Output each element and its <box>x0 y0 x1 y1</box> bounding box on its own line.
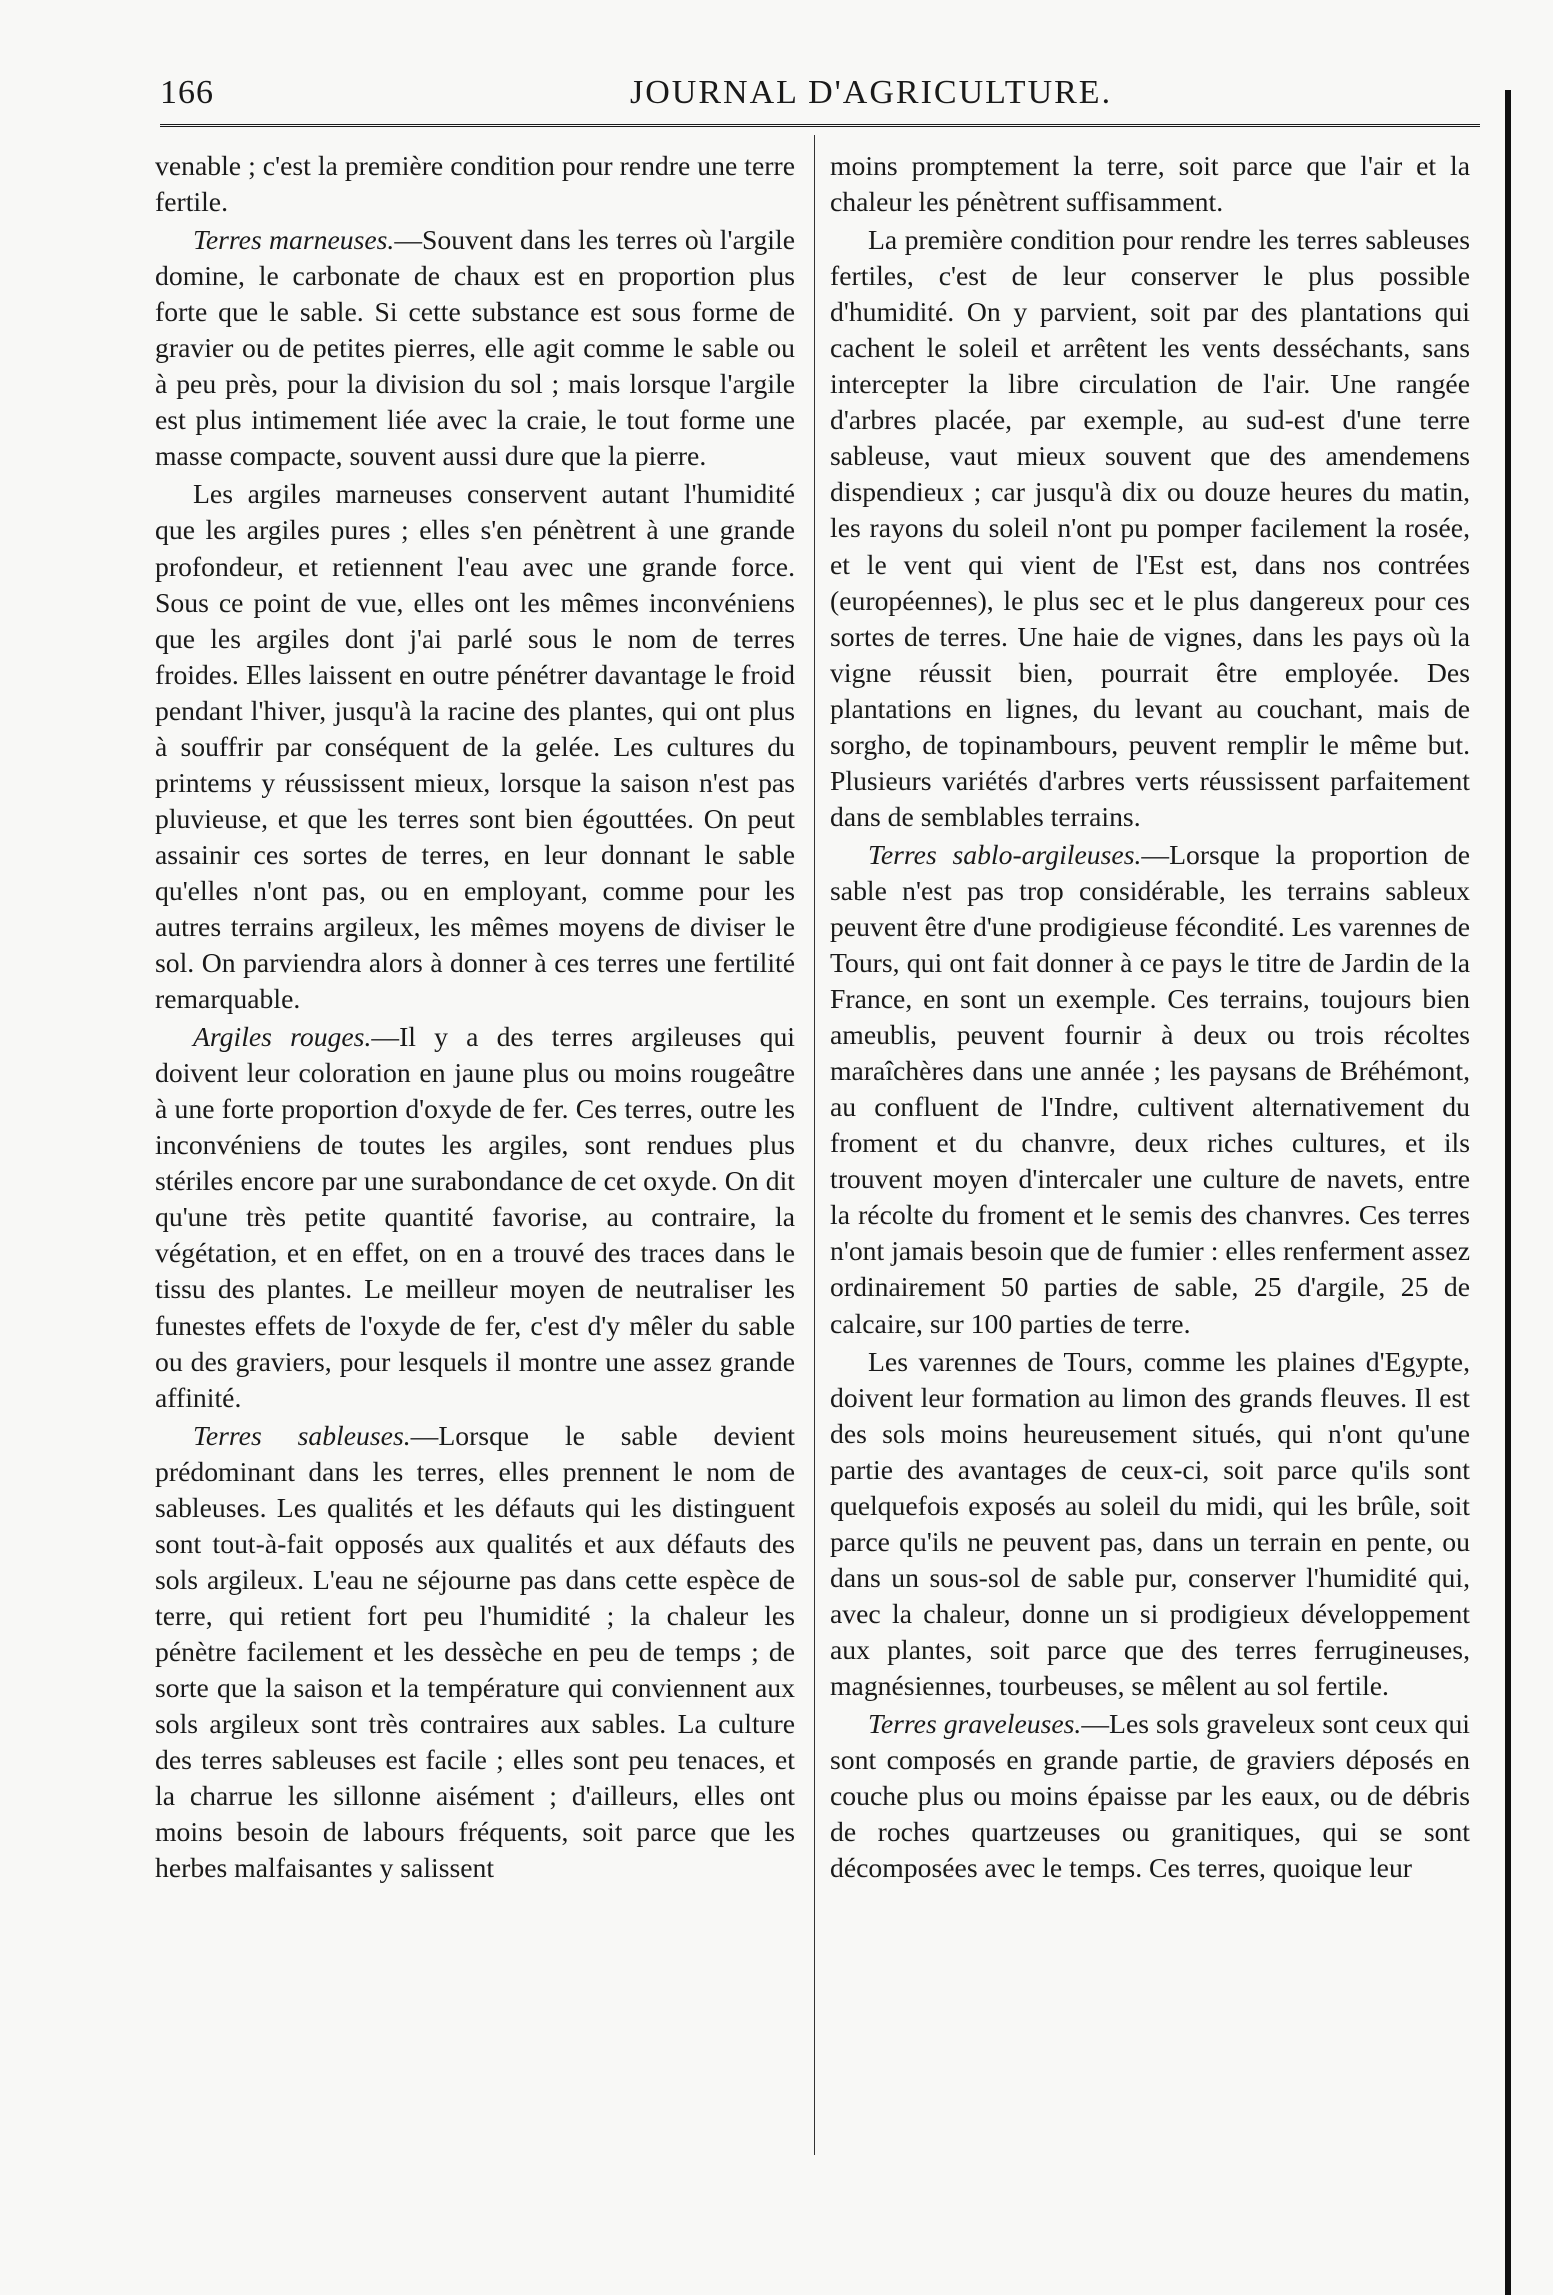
paragraph <box>155 1418 795 1887</box>
paragraph-text: —Lorsque la proportion de sable n'est pas trop considérable, les terrains sableux peuvent être d'une prodigieuse fécondité. Les varennes de Tours, qui ont fait donner à ce pays le titre de Jardin de la France, en sont un exemple. Ces terrains, toujours bien ameublis, peuvent fournir à deux ou trois récoltes maraîchères dans une année ; les paysans de Bréhémont, au confluent de l'Indre, cultivent alternativement du froment et du chanvre, deux riches cultures, et ils trouvent moyen d'intercaler une culture de navets, entre la récolte du froment et le semis des chanvres. Ces terres n'ont jamais besoin que de fumier : elles renferment assez ordinairement 50 parties de sable, 25 d'argile, 25 de calcaire, sur 100 parties de terre. <box>830 838 1470 1339</box>
paragraph: moins promptement la terre, soit parce que l'air et la chaleur les pénètrent suffisamment. <box>830 150 1470 218</box>
paragraph: Les varennes de Tours, comme les plaines d'Egypte, doivent leur formation au limon des grands fleuves. Il est des sols moins heureusement situés, qui n'ont qu'une partie des avantages de ceux-ci, soit parce qu'ils sont quelquefois exposés au soleil du midi, qui les brûle, soit parce qu'ils ne peuvent pas, dans un terrain en pente, ou dans un sous-sol de sable pur, conserver l'humidité qui, avec la chaleur, donne un si prodigieux développement aux plantes, soit parce que des terres ferrugineuses, magnésiennes, tourbeuses, se mêlent au sol fertile. <box>830 1345 1470 1701</box>
page-number: 166 <box>160 74 214 111</box>
running-title: JOURNAL D'AGRICULTURE. <box>630 74 1113 111</box>
page-header <box>160 74 1480 124</box>
paragraph-text: —Lorsque le sable devient prédominant dans les terres, elles prennent le nom de sableuses. Les qualités et les défauts qui les distinguent sont tout-à-fait opposés aux qualités et aux défauts des sols argileux. L'eau ne séjourne pas dans cette espèce de terre, qui retient fort peu l'humidité ; la chaleur les pénètre facilement et les dessèche en peu de temps ; de sorte que la saison et la température qui conviennent aux sols argileux sont très contraires aux sables. La culture des terres sableuses est facile ; elles sont peu tenaces, et la charrue les sillonne aisément ; d'ailleurs, elles ont moins besoin de labours fréquents, soit parce que les herbes malfaisantes y salissent <box>155 1419 795 1884</box>
section-heading: Terres sableuses. <box>193 1419 411 1451</box>
section-heading: Argiles rouges. <box>193 1021 372 1053</box>
header-rule <box>160 124 1480 127</box>
right-column <box>830 148 1470 2158</box>
binding-edge <box>1505 90 1511 2295</box>
paragraph: Les argiles marneuses conservent autant l'humidité que les argiles pures ; elles s'en pénètrent à une grande profondeur, et retiennent l'eau avec une grande force. Sous ce point de vue, elles ont les mêmes inconvéniens que les argiles dont j'ai parlé sous le nom de terres froides. Elles laissent en outre pénétrer davantage le froid pendant l'hiver, jusqu'à la racine des plantes, qui ont plus à souffrir par conséquent de la gelée. Les cultures du printems y réussissent mieux, lorsque la saison n'est pas pluvieuse, et que les terres sont bien égouttées. On peut assainir ces sortes de terres, en leur donnant le sable qu'elles n'ont pas, ou en employant, comme pour les autres terrains argileux, les mêmes moyens de diviser le sol. On parviendra alors à donner à ces terres une fertilité remarquable. <box>155 478 795 1015</box>
paragraph: venable ; c'est la première condition pour rendre une terre fertile. <box>155 150 795 218</box>
left-column <box>155 148 795 2158</box>
paragraph-text: —Les sols graveleux sont ceux qui sont composés en grande partie, de graviers déposés en couche plus ou moins épaisse par les eaux, ou de débris de roches quartzeuses ou granitiques, qui se sont décomposées avec le temps. Ces terres, quoique leur <box>830 1708 1470 1884</box>
paragraph: La première condition pour rendre les terres sableuses fertiles, c'est de leur conserver le plus possible d'humidité. On y parvient, soit par des plantations qui cachent le soleil et arrêtent les vents desséchants, sans intercepter la libre circulation de l'air. Une rangée d'arbres placée, par exemple, au sud-est d'une terre sableuse, vaut mieux souvent que des amendemens dispendieux ; car jusqu'à dix ou douze heures du matin, les rayons du soleil n'ont pu pomper facilement la rosée, et le vent qui vient de l'Est est, dans nos contrées (européennes), le plus sec et le plus dangereux pour ces sortes de terres. Une haie de vignes, dans les pays où la vigne réussit bien, pourrait être employée. Des plantations en lignes, du levant au couchant, mais de sorgho, de topinambours, peuvent remplir le même but. Plusieurs variétés d'arbres verts réussissent parfaitement dans de semblables terrains. <box>830 224 1470 832</box>
paragraph <box>155 222 795 474</box>
paragraph <box>155 1019 795 1416</box>
paragraph-text: —Souvent dans les terres où l'argile domine, le carbonate de chaux est en proportion plus forte que le sable. Si cette substance est sous forme de gravier ou de petites pierres, elle agit comme le sable ou à peu près, pour la division du sol ; mais lorsque l'argile est plus intimement liée avec la craie, le tout forme une masse compacte, souvent aussi dure que la pierre. <box>155 224 795 472</box>
paragraph <box>830 837 1470 1342</box>
section-heading: Terres marneuses. <box>193 224 395 256</box>
section-heading: Terres graveleuses. <box>868 1708 1082 1740</box>
paragraph <box>830 1706 1470 1886</box>
paragraph-text: —Il y a des terres argileuses qui doivent leur coloration en jaune plus ou moins rougeâtre à une forte proportion d'oxyde de fer. Ces terres, outre les inconvéniens de toutes les argiles, sont rendues plus stériles encore par une surabondance de cet oxyde. On dit qu'une très petite quantité favorise, au contraire, la végétation, et en effet, on en a trouvé des traces dans le tissu des plantes. Le meilleur moyen de neutraliser les funestes effets de l'oxyde de fer, c'est d'y mêler du sable ou des graviers, pour lesquels il montre une assez grande affinité. <box>155 1021 795 1413</box>
section-heading: Terres sablo-argileuses. <box>868 838 1142 870</box>
column-divider <box>814 135 815 2155</box>
